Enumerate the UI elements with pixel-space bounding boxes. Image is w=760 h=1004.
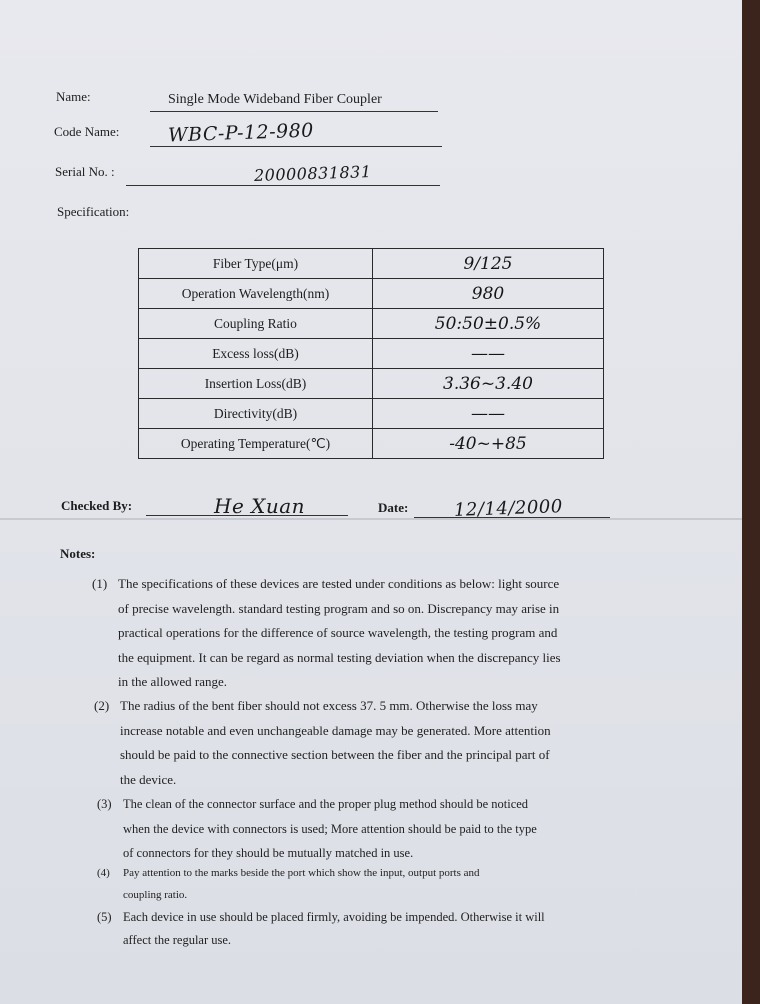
note-item bbox=[97, 792, 537, 866]
date-label: Date: bbox=[378, 500, 409, 515]
code-label: Code Name: bbox=[54, 124, 120, 139]
note-line: affect the regular use. bbox=[123, 933, 232, 947]
note-number: (4) bbox=[97, 867, 110, 879]
checked-by-underline bbox=[146, 515, 348, 516]
table-row bbox=[139, 399, 604, 429]
note-line: increase notable and even unchangeable damage may be generated. More attention bbox=[120, 722, 551, 738]
table-row bbox=[139, 309, 604, 339]
notes-title: Notes: bbox=[60, 546, 96, 561]
serial-label: Serial No. : bbox=[55, 164, 115, 179]
note-item bbox=[97, 906, 545, 952]
note-item bbox=[97, 862, 480, 906]
value-cell: —— bbox=[373, 339, 604, 369]
note-line: Pay attention to the marks beside the port which show the input, output ports and bbox=[123, 867, 480, 879]
date-underline bbox=[414, 517, 610, 518]
param-cell: Fiber Type(μm) bbox=[139, 249, 373, 279]
param-cell: Insertion Loss(dB) bbox=[139, 369, 373, 399]
value-cell: 980 bbox=[373, 279, 604, 309]
note-number: (1) bbox=[92, 576, 108, 591]
spec-label: Specification: bbox=[57, 204, 130, 219]
note-line: when the device with connectors is used; More attention should be paid to the type bbox=[123, 821, 537, 836]
value-cell: 9/125 bbox=[373, 249, 604, 279]
param-cell: Coupling Ratio bbox=[139, 309, 373, 339]
note-line: the device. bbox=[120, 771, 177, 787]
note-line: The clean of the connector surface and the proper plug method should be noticed bbox=[123, 797, 529, 811]
code-value: WBC-P-12-980 bbox=[167, 119, 315, 147]
value-cell: —— bbox=[373, 399, 604, 429]
date-value: 12/14/2000 bbox=[453, 496, 564, 521]
value-cell: 50:50±0.5% bbox=[373, 309, 604, 339]
note-number: (2) bbox=[94, 698, 110, 713]
note-line: The specifications of these devices are tested under conditions as below: light source bbox=[118, 576, 560, 591]
param-cell: Operation Wavelength(nm) bbox=[139, 279, 373, 309]
value-cell: 3.36~3.40 bbox=[373, 369, 604, 399]
checked-by-value: He Xuan bbox=[214, 494, 306, 518]
serial-value: 20000831831 bbox=[253, 161, 372, 186]
name-underline bbox=[150, 111, 438, 112]
param-cell: Excess loss(dB) bbox=[139, 339, 373, 369]
note-line: The radius of the bent fiber should not excess 37. 5 mm. Otherwise the loss may bbox=[120, 698, 538, 713]
paper-fold bbox=[0, 518, 742, 520]
value-cell: -40~+85 bbox=[373, 429, 604, 459]
table-row bbox=[139, 279, 604, 309]
note-line: of connectors for they should be mutually matched in use. bbox=[123, 846, 414, 860]
name-value: Single Mode Wideband Fiber Coupler bbox=[168, 92, 382, 107]
spec-table bbox=[138, 248, 604, 459]
note-line: should be paid to the connective section between the fiber and the principal part of bbox=[120, 747, 550, 762]
note-line: of precise wavelength. standard testing program and so on. Discrepancy may arise in bbox=[118, 600, 560, 616]
note-line: coupling ratio. bbox=[123, 889, 188, 901]
code-underline bbox=[150, 146, 442, 147]
note-item bbox=[94, 694, 551, 792]
table-row bbox=[139, 249, 604, 279]
table-row bbox=[139, 339, 604, 369]
note-line: the equipment. It can be regard as normal testing deviation when the discrepancy lies bbox=[118, 649, 561, 665]
name-label: Name: bbox=[56, 89, 91, 104]
note-line: in the allowed range. bbox=[118, 674, 228, 689]
serial-underline bbox=[126, 185, 440, 186]
note-number: (3) bbox=[97, 797, 112, 811]
table-row bbox=[139, 429, 604, 459]
param-cell: Directivity(dB) bbox=[139, 399, 373, 429]
checked-by-label: Checked By: bbox=[61, 498, 133, 513]
param-cell: Operating Temperature(℃) bbox=[139, 429, 373, 459]
note-item bbox=[92, 572, 561, 695]
table-row bbox=[139, 369, 604, 399]
note-number: (5) bbox=[97, 910, 112, 924]
note-line: practical operations for the difference of source wavelength, the testing program and bbox=[118, 625, 558, 640]
note-line: Each device in use should be placed firmly, avoiding be impended. Otherwise it will bbox=[123, 910, 545, 924]
